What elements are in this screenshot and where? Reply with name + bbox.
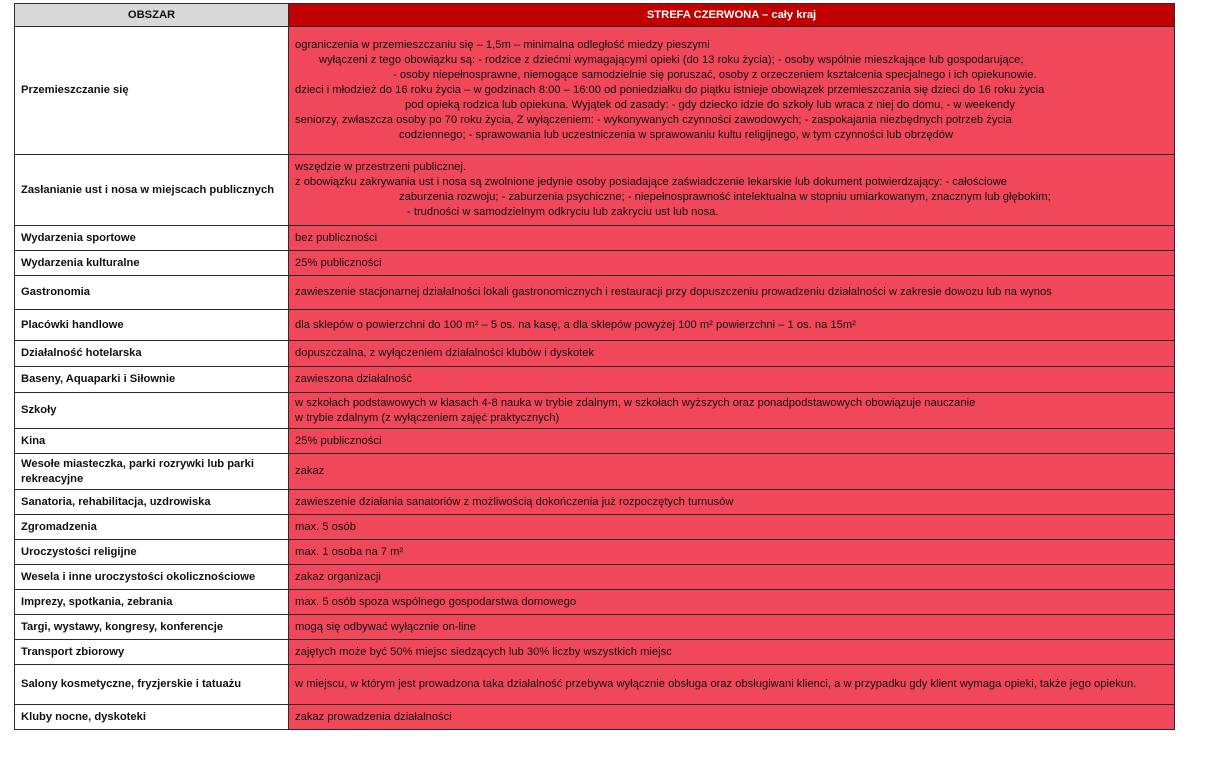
area-cell: Transport zbiorowy — [15, 640, 289, 665]
table-header-row — [15, 4, 1175, 27]
area-cell: Wesela i inne uroczystości okolicznościowe — [15, 565, 289, 590]
area-cell: Przemieszczanie się — [15, 27, 289, 155]
area-cell: Kina — [15, 429, 289, 454]
rule-cell: dla sklepów o powierzchni do 100 m² – 5 os. na kasę, a dla sklepów powyżej 100 m² powierzchni – 1 os. na 15m² — [289, 310, 1175, 341]
rule-cell: 25% publiczności — [289, 429, 1175, 454]
rule-line: dzieci i młodzież do 16 roku życia – w godzinach 8:00 – 16:00 od poniedziałku do piątku istnieje obowiązek przemieszczania się dzieci do 16 roku życia — [295, 84, 1045, 96]
rule-line: wszędzie w przestrzeni publicznej. — [295, 161, 466, 173]
rule-cell: w miejscu, w którym jest prowadzona taka działalność przebywa wyłącznie obsługa oraz obsługiwani klienci, a w przypadku gdy klient wymaga opieki, także jego opiekun. — [289, 665, 1175, 705]
rule-cell: bez publiczności — [289, 226, 1175, 251]
rule-cell: max. 5 osób — [289, 515, 1175, 540]
rule-cell: zajętych może być 50% miejsc siedzących lub 30% liczby wszystkich miejsc — [289, 640, 1175, 665]
area-cell: Szkoły — [15, 393, 289, 429]
rule-cell — [289, 155, 1175, 226]
area-cell: Placówki handlowe — [15, 310, 289, 341]
table-row — [15, 540, 1175, 565]
table-row — [15, 251, 1175, 276]
rule-cell: max. 5 osób spoza wspólnego gospodarstwa domowego — [289, 590, 1175, 615]
area-cell: Salony kosmetyczne, fryzjerskie i tatuażu — [15, 665, 289, 705]
table-row — [15, 490, 1175, 515]
rule-cell: mogą się odbywać wyłącznie on-line — [289, 615, 1175, 640]
table-row — [15, 640, 1175, 665]
table-row — [15, 515, 1175, 540]
area-cell: Działalność hotelarska — [15, 341, 289, 367]
area-cell: Imprezy, spotkania, zebrania — [15, 590, 289, 615]
rule-line: seniorzy, zwłaszcza osoby po 70 roku życia, Z wyłączeniem: - wykonywanych czynności zawodowych; - zaspokajania niezbędnych potrzeb życia — [295, 114, 1012, 126]
area-cell: Wydarzenia sportowe — [15, 226, 289, 251]
rule-line: w trybie zdalnym (z wyłączeniem zajęć praktycznych) — [295, 411, 560, 424]
area-cell: Wydarzenia kulturalne — [15, 251, 289, 276]
rule-line: pod opieką rodzica lub opiekuna. Wyjątek od zasady: - gdy dziecko idzie do szkoły lub wraca z niej do domu, - w weekendy — [405, 99, 1015, 111]
table-row — [15, 310, 1175, 341]
table-row — [15, 367, 1175, 393]
area-cell: Targi, wystawy, kongresy, konferencje — [15, 615, 289, 640]
restrictions-table — [14, 3, 1175, 730]
area-cell: Sanatoria, rehabilitacja, uzdrowiska — [15, 490, 289, 515]
rule-cell: 25% publiczności — [289, 251, 1175, 276]
area-cell: Zgromadzenia — [15, 515, 289, 540]
rule-cell: zakaz — [289, 454, 1175, 490]
table-row — [15, 665, 1175, 705]
rule-cell: max. 1 osoba na 7 m² — [289, 540, 1175, 565]
rule-line: zaburzenia rozwoju; - zaburzenia psychiczne; - niepełnosprawność intelektualna w stopniu umiarkowanym, znacznym lub głębokim; — [399, 191, 1051, 203]
area-cell: Zasłanianie ust i nosa w miejscach publicznych — [15, 155, 289, 226]
rule-cell: zakaz prowadzenia działalności — [289, 705, 1175, 730]
rule-line: w szkołach podstawowych w klasach 4-8 nauka w trybie zdalnym, w szkołach wyższych oraz ponadpodstawowych obowiązuje nauczanie — [295, 396, 976, 409]
table-row — [15, 705, 1175, 730]
area-cell: Wesołe miasteczka, parki rozrywki lub parki rekreacyjne — [15, 454, 289, 490]
table-row — [15, 429, 1175, 454]
area-cell: Kluby nocne, dyskoteki — [15, 705, 289, 730]
rule-cell: zawieszenie stacjonarnej działalności lokali gastronomicznych i restauracji przy dopuszczeniu prowadzeniu działalności w zakresie dowozu lub na wynos — [289, 276, 1175, 310]
table-row — [15, 590, 1175, 615]
table-row — [15, 341, 1175, 367]
rule-line: - osoby niepełnosprawne, niemogące samodzielnie się poruszać, osoby z orzeczeniem kształcenia specjalnego i ich opiekunowie. — [393, 69, 1037, 81]
table-row — [15, 276, 1175, 310]
column-header-area: OBSZAR — [15, 4, 289, 27]
column-header-red-zone: STREFA CZERWONA – cały kraj — [289, 4, 1175, 27]
table-row — [15, 27, 1175, 155]
table-row — [15, 565, 1175, 590]
rule-cell: dopuszczalna, z wyłączeniem działalności klubów i dyskotek — [289, 341, 1175, 367]
rule-line: ograniczenia w przemieszczaniu się – 1,5m – minimalna odległość miedzy pieszymi — [295, 39, 710, 51]
table-row — [15, 393, 1175, 429]
rule-cell: zawieszona działalność — [289, 367, 1175, 393]
rule-line: z obowiązku zakrywania ust i nosa są zwolnione jedynie osoby posiadające zaświadczenie lekarskie lub dokument potwierdzający: - całościowe — [295, 176, 1008, 188]
rule-cell — [289, 27, 1175, 155]
table-row — [15, 226, 1175, 251]
area-cell: Gastronomia — [15, 276, 289, 310]
rule-line: wyłączeni z tego obowiązku są: - rodzice z dziećmi wymagającymi opieki (do 13 roku życia); - osoby wspólnie mieszkające lub gospodarujące; — [319, 54, 1024, 66]
table-row — [15, 615, 1175, 640]
rule-cell: zakaz organizacji — [289, 565, 1175, 590]
table-row — [15, 155, 1175, 226]
area-cell: Baseny, Aquaparki i Siłownie — [15, 367, 289, 393]
rule-cell — [289, 393, 1175, 429]
rule-cell: zawieszenie działania sanatoriów z możliwością dokończenia już rozpoczętych turnusów — [289, 490, 1175, 515]
rule-line: codziennego; - sprawowania lub uczestniczenia w sprawowaniu kultu religijnego, w tym czynności lub obrzędów — [399, 129, 954, 141]
area-cell: Uroczystości religijne — [15, 540, 289, 565]
table-row — [15, 454, 1175, 490]
rule-line: - trudności w samodzielnym odkryciu lub zakryciu ust lub nosa. — [407, 206, 719, 218]
